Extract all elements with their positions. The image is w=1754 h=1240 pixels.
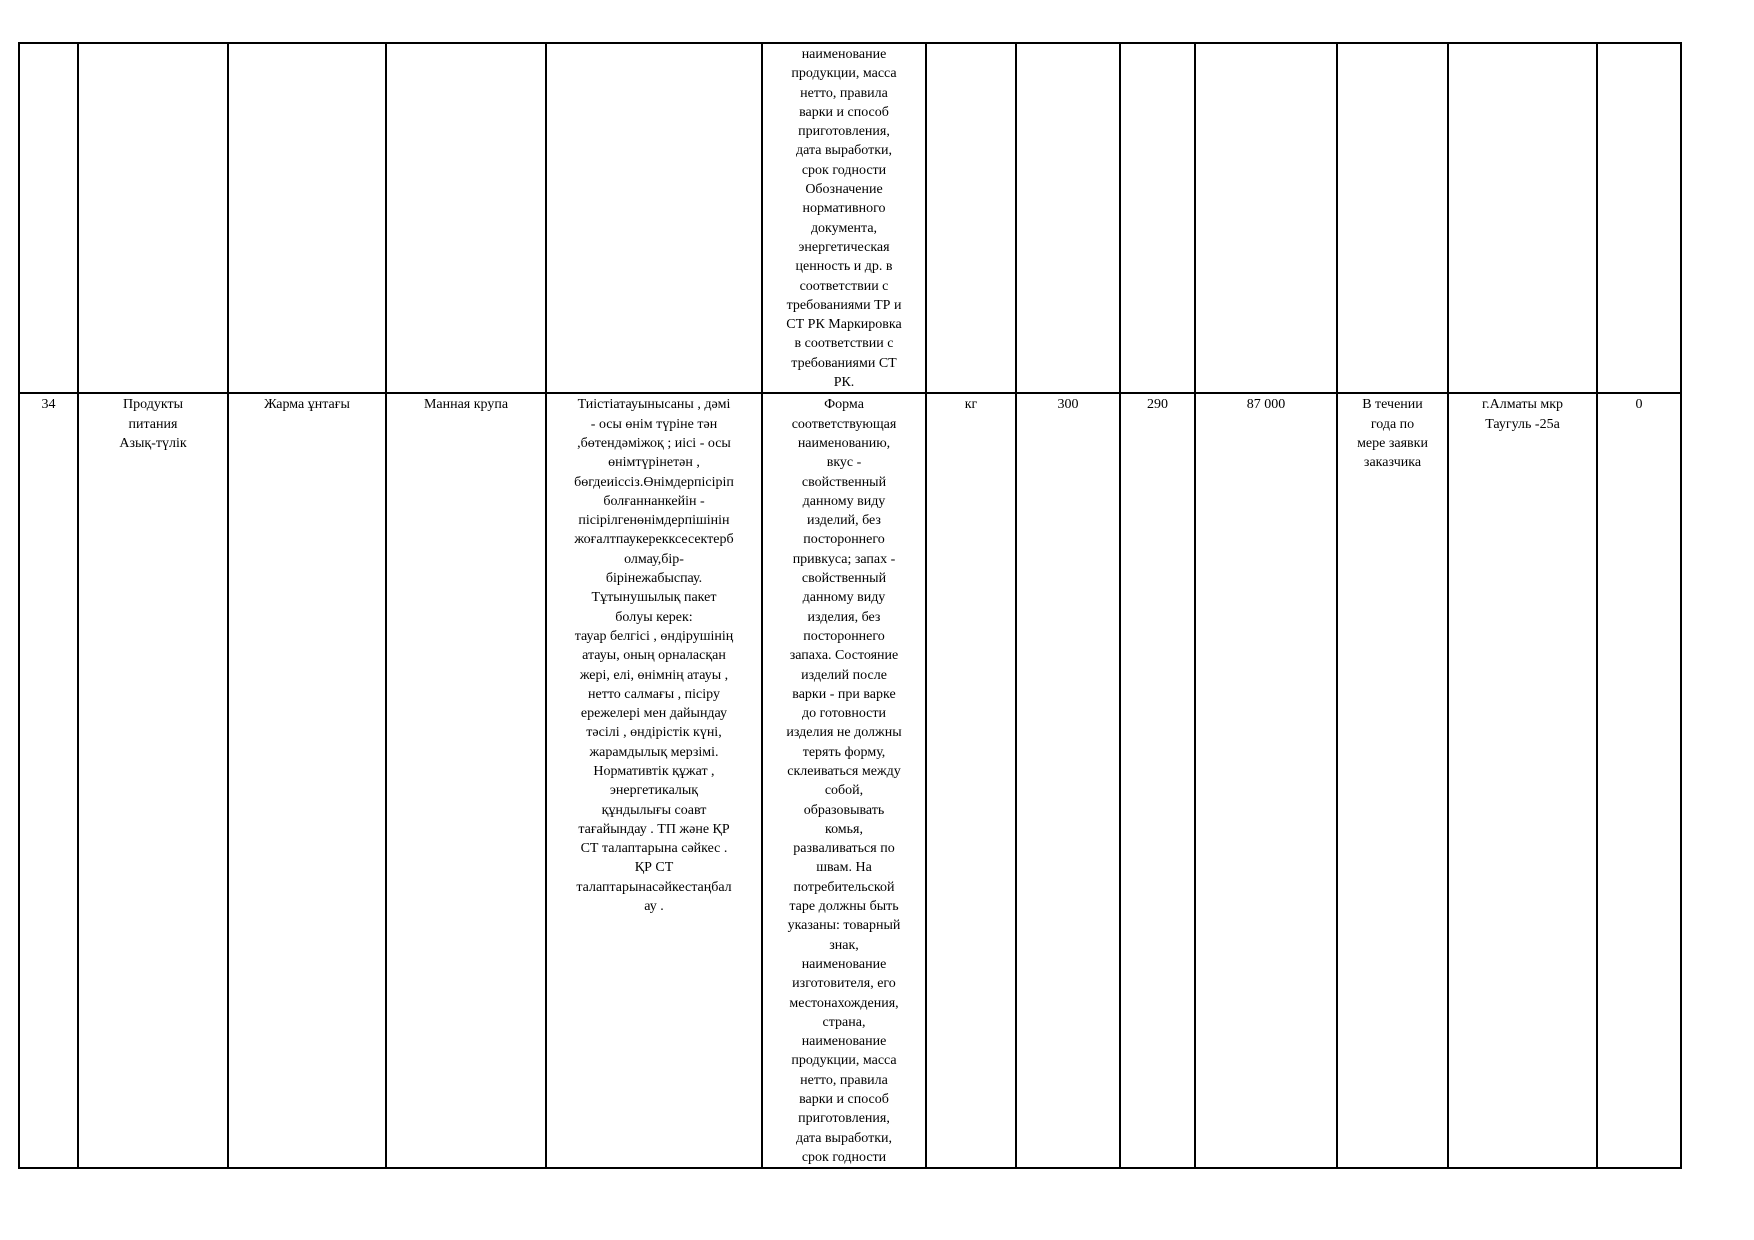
cell-quantity: 300 [1016, 393, 1120, 1168]
cell-quantity [1016, 43, 1120, 393]
cell-number: 34 [19, 393, 78, 1168]
cell-category [78, 43, 228, 393]
cell-amount [1195, 43, 1337, 393]
cell-description-kz [546, 43, 762, 393]
cell-name-kz [228, 43, 386, 393]
cell-category: Продукты питания Азық-түлік [78, 393, 228, 1168]
cell-price: 290 [1120, 393, 1195, 1168]
cell-amount: 87 000 [1195, 393, 1337, 1168]
cell-advance: 0 [1597, 393, 1681, 1168]
cell-price [1120, 43, 1195, 393]
cell-description-ru: Форма соответствующая наименованию, вкус - свойственный данному виду изделий, без постороннего привкуса; запах - свойственный данному виду изделия, без постороннего запаха. Состояние изделий после варки - при варке до готовности изделия не должны терять форму, склеиваться между собой, образовывать комья, разваливаться по швам. На потребительской таре должны быть указаны: товарный знак, наименование изготовителя, его местонахождения, страна, наименование продукции, масса нетто, правила варки и способ приготовления, дата выработки, срок годности [762, 393, 926, 1168]
cell-unit [926, 43, 1016, 393]
cell-name-ru [386, 43, 546, 393]
cell-description-kz: Тиістіатауынысаны , дәмі - осы өнім түріне тән ,бөтендәміжоқ ; иісі - осы өнімтүрінетән , бөгдеиіссіз.Өнімдерпісіріп болғаннанкейін - пісірілгенөнімдерпішінін жоғалтпаукерекксесектерб олмау,бір- бірінежабыспау. Тұтынушылық пакет болуы керек: тауар белгісі , өндірушінің атауы, оның орналасқан жері, елі, өнімнің атауы , нетто салмағы , пісіру ережелері мен дайындау тәсілі , өндірістік күні, жарамдылық мерзімі. Нормативтік құжат , энергетикалық құндылығы соавт тағайындау . ТП және ҚР СТ талаптарына сәйкес . ҚР СТ талаптарынасәйкестаңбал ау . [546, 393, 762, 1168]
table-row-34 [19, 393, 1681, 1168]
cell-unit: кг [926, 393, 1016, 1168]
cell-description-ru: наименование продукции, масса нетто, правила варки и способ приготовления, дата выработки, срок годности Обозначение нормативного документа, энергетическая ценность и др. в соответствии с требованиями ТР и СТ РК Маркировка в соответствии с требованиями СТ РК. [762, 43, 926, 393]
table-row-continued [19, 43, 1681, 393]
cell-delivery-place [1448, 43, 1597, 393]
cell-delivery-term [1337, 43, 1448, 393]
cell-advance [1597, 43, 1681, 393]
cell-name-kz: Жарма ұнтағы [228, 393, 386, 1168]
cell-number [19, 43, 78, 393]
procurement-table [18, 42, 1682, 1169]
cell-delivery-place: г.Алматы мкр Таугуль -25а [1448, 393, 1597, 1168]
cell-delivery-term: В течении года по мере заявки заказчика [1337, 393, 1448, 1168]
cell-name-ru: Манная крупа [386, 393, 546, 1168]
